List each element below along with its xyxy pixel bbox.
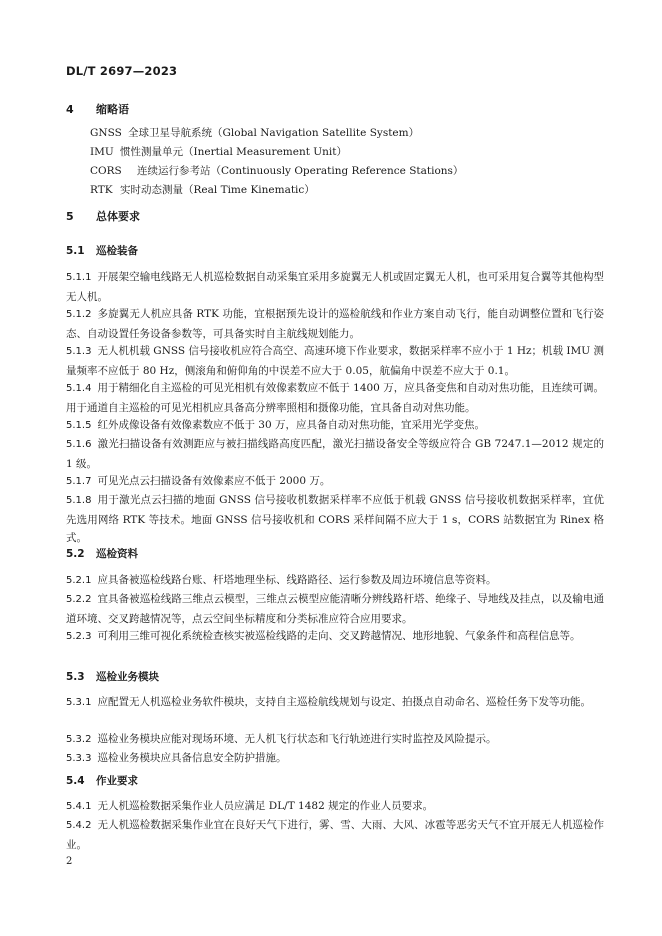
abbreviation-list [90, 124, 463, 200]
clause-5-2-2: 5.2.2 宜具备被巡检线路三维点云模型，三维点云模型应能清晰分辨线路杆塔、绝缘子、导地线及挂点，以及输电通道环境、交叉跨越情况等，点云空间坐标精度和分类标准应符合应用要求。 [66, 593, 604, 625]
clause-5-3-1: 5.3.1 应配置无人机巡检业务软件模块，支持自主巡检航线规划与设定、拍摄点自动命名、巡检任务下发等功能。 [66, 696, 591, 708]
abbreviation-code: GNSS [90, 127, 122, 139]
clause-5-1-2: 5.1.2 多旋翼无人机应具备 RTK 功能，宜根据预先设计的巡检航线和作业方案自动飞行，能自动调整位置和飞行姿态、自动设置任务设备参数等，可具备实时自主航线规划能力。 [66, 308, 604, 340]
abbreviation-item [90, 124, 463, 143]
clause-5-2-3: 5.2.3 可利用三维可视化系统检查核实被巡检线路的走向、交叉跨越情况、地形地貌、气象条件和高程信息等。 [66, 630, 581, 642]
clause-5-1-3: 5.1.3 无人机机载 GNSS 信号接收机应符合高空、高速环境下作业要求，数据采样率不应小于 1 Hz；机载 IMU 测量频率不应低于 80 Hz，侧滚角和俯仰角的中误差不应大于 0.05，航偏角中误差不应大于 0.1。 [66, 345, 604, 377]
clause-5-1-7: 5.1.7 可见光点云扫描设备有效像素应不低于 2000 万。 [66, 475, 331, 487]
section-title: 总体要求 [96, 210, 140, 223]
page-number: 2 [66, 856, 73, 867]
subsection-5-2-heading: 5.2 巡检资料 [66, 548, 138, 560]
clause-5-1-5: 5.1.5 红外成像设备有效像素数应不低于 30 万，应具备自动对焦功能，宜采用光学变焦。 [66, 419, 485, 431]
abbreviation-definition: 连续运行参考站（Continuously Operating Reference Stations） [137, 165, 464, 177]
abbreviation-definition: 惯性测量单元（Inertial Measurement Unit） [120, 146, 347, 158]
clause-5-3-2: 5.3.2 巡检业务模块应能对现场环境、无人机飞行状态和飞行轨迹进行实时监控及风险提示。 [66, 733, 497, 745]
abbreviation-code: RTK [90, 184, 113, 196]
abbreviation-item [90, 181, 463, 200]
clause-5-1-1: 5.1.1 开展架空输电线路无人机巡检数据自动采集宜采用多旋翼无人机或固定翼无人机，也可采用复合翼等其他构型无人机。 [66, 271, 604, 303]
abbreviation-definition: 实时动态测量（Real Time Kinematic） [120, 184, 315, 196]
clause-5-3-3: 5.3.3 巡检业务模块应具备信息安全防护措施。 [66, 752, 287, 764]
standard-code: DL/T 2697—2023 [66, 64, 178, 78]
clause-5-4-2: 5.4.2 无人机巡检数据采集作业宜在良好天气下进行，雾、雪、大雨、大风、冰雹等恶劣天气不宜开展无人机巡检作业。 [66, 819, 604, 851]
subsection-5-3-heading: 5.3 巡检业务模块 [66, 671, 159, 683]
abbreviation-code: CORS [90, 165, 122, 177]
abbreviation-item [90, 143, 463, 162]
section-number: 4 [66, 103, 74, 116]
subsection-5-1-heading: 5.1 巡检装备 [66, 245, 138, 257]
section-4-heading [66, 101, 129, 117]
clause-5-4-1: 5.4.1 无人机巡检数据采集作业人员应满足 DL/T 1482 规定的作业人员要求。 [66, 800, 434, 812]
clause-5-1-4: 5.1.4 用于精细化自主巡检的可见光相机有效像素数应不低于 1400 万，应具备变焦和自动对焦功能，且连续可调。用于通道自主巡检的可见光相机应具备高分辨率照相和摄像功能，宜具备自动对焦功能。 [66, 382, 604, 414]
abbreviation-item [90, 162, 463, 181]
clause-5-2-1: 5.2.1 应具备被巡检线路台账、杆塔地理坐标、线路路径、运行参数及周边环境信息等资料。 [66, 574, 497, 586]
section-title: 缩略语 [96, 103, 129, 116]
section-number: 5 [66, 210, 74, 223]
section-5-heading [66, 208, 140, 224]
abbreviation-code: IMU [90, 146, 114, 158]
clause-5-1-8: 5.1.8 用于激光点云扫描的地面 GNSS 信号接收机数据采样率不应低于机载 GNSS 信号接收机数据采样率，宜优先选用网络 RTK 等技术。地面 GNSS 信号接收机和 CORS 采样间隔不应大于 1 s，CORS 站数据宜为 Rinex 格式。 [66, 494, 604, 544]
abbreviation-definition: 全球卫星导航系统（Global Navigation Satellite System） [128, 127, 420, 139]
clause-5-1-6: 5.1.6 激光扫描设备有效测距应与被扫描线路高度匹配，激光扫描设备安全等级应符合 GB 7247.1—2012 规定的 1 级。 [66, 438, 604, 470]
subsection-5-4-heading: 5.4 作业要求 [66, 775, 138, 787]
